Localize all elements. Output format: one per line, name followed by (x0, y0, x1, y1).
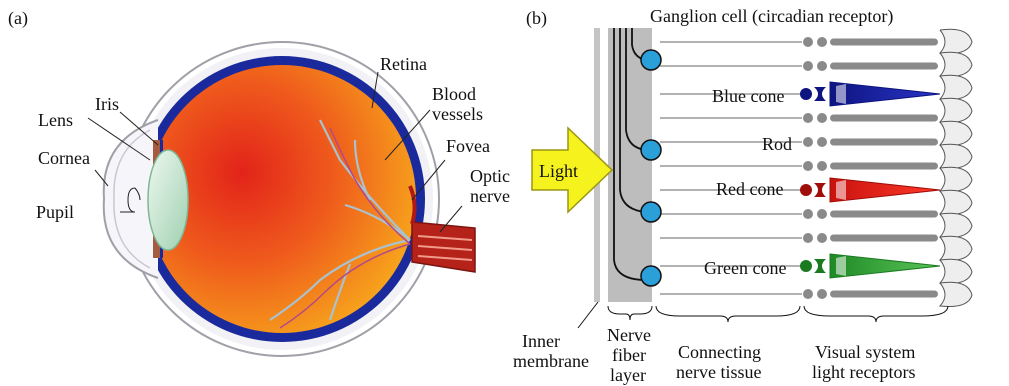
rod-nucleus (817, 161, 827, 171)
rod-outer-segment (830, 211, 938, 218)
rod-body (803, 61, 813, 71)
green-cone-body (800, 260, 812, 272)
rod-outer-segment (830, 63, 938, 70)
blue-cone-highlight (836, 84, 846, 104)
pigment-epithelium-cell (940, 52, 972, 76)
panel-b-label: (b) (526, 8, 547, 28)
rod-label: Rod (762, 134, 793, 154)
green-cone-label: Green cone (704, 258, 787, 278)
rod-body (803, 113, 813, 123)
green-cone-neck (814, 259, 826, 273)
connecting-label-1: Connecting (678, 342, 761, 362)
red-cone-label: Red cone (716, 179, 784, 199)
ganglion-label: Ganglion cell (circadian receptor) (650, 6, 894, 26)
rod-nucleus (817, 233, 827, 243)
ganglion-cell (641, 50, 661, 70)
rod-body (803, 289, 813, 299)
pigment-epithelium-cell (940, 213, 972, 237)
blue-cone-body (800, 88, 812, 100)
label-vessels: vessels (432, 104, 483, 124)
ganglion-cell (641, 140, 661, 160)
pigment-epithelium-cell (940, 282, 972, 306)
label-fovea: Fovea (446, 136, 490, 156)
rod-nucleus (817, 289, 827, 299)
rod-outer-segment (830, 235, 938, 242)
rod-body (803, 161, 813, 171)
green-cone-highlight (836, 256, 846, 276)
pigment-epithelium-cell (940, 144, 972, 168)
label-nerve: nerve (470, 186, 510, 206)
red-cone-neck (814, 183, 826, 197)
red-cone-body (800, 184, 812, 196)
connecting-label-2: nerve tissue (676, 362, 762, 382)
pigment-epithelium-cell (940, 167, 972, 191)
inner-label-2: membrane (513, 351, 589, 371)
pigment-epithelium-cell (940, 98, 972, 122)
rod-body (803, 209, 813, 219)
green-cone-outer (830, 254, 940, 278)
label-iris: Iris (95, 94, 119, 114)
ganglion-cell (641, 202, 661, 222)
rod-nucleus (817, 37, 827, 47)
rod-outer-segment (830, 39, 938, 46)
rod-nucleus (817, 209, 827, 219)
rod-nucleus (817, 137, 827, 147)
nerve-label-3: layer (610, 365, 646, 385)
red-cone-highlight (836, 180, 846, 200)
pigment-epithelium-cell (940, 236, 972, 260)
rod-outer-segment (830, 291, 938, 298)
pigment-epithelium-cell (940, 190, 972, 214)
nerve-label-1: Nerve (607, 325, 651, 345)
panel-a-label: (a) (8, 8, 28, 28)
rod-body (803, 137, 813, 147)
blue-cone-neck (814, 87, 826, 101)
light-label: Light (539, 161, 578, 181)
blue-cone-label: Blue cone (712, 86, 785, 106)
lens-shape (148, 150, 188, 250)
pigment-epithelium-cell (940, 121, 972, 145)
label-optic: Optic (470, 166, 510, 186)
ganglion-cell (641, 266, 661, 286)
panel-b (513, 6, 972, 385)
label-cornea: Cornea (38, 148, 90, 168)
red-cone-outer (830, 178, 940, 202)
inner-label-1: Inner (522, 331, 560, 351)
visual-label-1: Visual system (815, 342, 916, 362)
rod-nucleus (817, 113, 827, 123)
nerve-label-2: fiber (612, 345, 646, 365)
rod-outer-segment (830, 163, 938, 170)
label-pupil: Pupil (36, 202, 75, 222)
panel-a (8, 8, 510, 356)
rod-outer-segment (830, 115, 938, 122)
rod-outer-segment (830, 139, 938, 146)
rod-nucleus (817, 61, 827, 71)
blue-cone-outer (830, 82, 940, 106)
label-retina: Retina (380, 54, 427, 74)
label-blood: Blood (432, 84, 477, 104)
rod-body (803, 233, 813, 243)
pigment-epithelium-cell (940, 259, 972, 283)
label-lens: Lens (38, 110, 73, 130)
rod-body (803, 37, 813, 47)
pigment-epithelium-cell (940, 29, 972, 53)
visual-label-2: light receptors (812, 362, 916, 382)
pigment-epithelium-cell (940, 75, 972, 99)
